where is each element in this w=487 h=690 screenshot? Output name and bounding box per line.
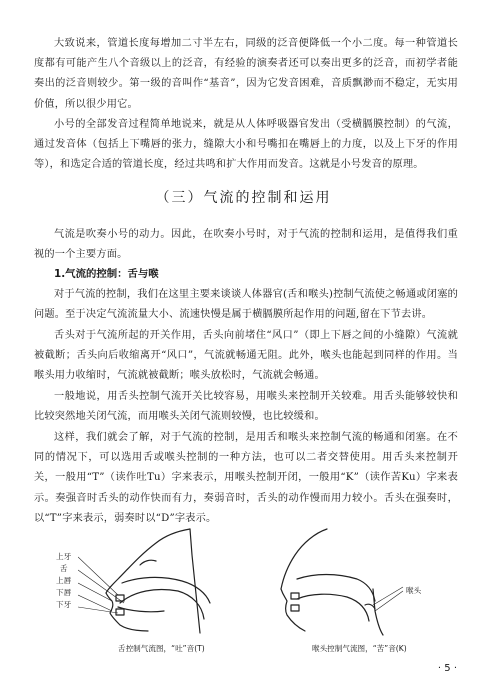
- throat-right: [373, 589, 383, 635]
- label-upper-teeth: 上牙: [56, 552, 72, 561]
- tongue-outline: [120, 590, 204, 620]
- throat-back: [190, 529, 200, 633]
- throat-control-diagram: [275, 525, 415, 637]
- caption-tongue-diagram: 舌控制气流图，“吐”音(T): [118, 644, 205, 653]
- palate-right: [297, 575, 375, 602]
- paragraph-pipe-length: 大致说来，管道长度每增加二寸半左右，同级的泛音便降低一个小二度。每一种管道长度都有可能产生八个音级以上的泛音，有经验的演奏者还可以奏出更多的泛音，而初学者能奏出的泛音则较少。第一级的音叫作“基音”，因为它发音困难，音质飘渺而不稳定，无实用价值，所以很少用它。: [34, 38, 458, 110]
- lips-chin-right: [281, 589, 305, 631]
- label-upper-lip: 上唇: [56, 576, 72, 585]
- paragraph-intro: 气流是吹奏小号的动力。因此，在吹奏小号时，对于气流的控制和运用，是值得我们重视的一个主要方面。: [34, 229, 458, 261]
- paragraph-comparison: 一般地说，用舌头控制气流开关比较容易，用喉头来控制开关较难。用舌头能够较快和比较突然地关闭气流，而用喉头关闭气流则较慢，也比较缓和。: [34, 391, 458, 423]
- nasal-detail: [140, 560, 156, 565]
- tongue-control-diagram: [78, 525, 238, 637]
- label-lower-lip: 下唇: [56, 588, 72, 597]
- subheading: 1.气流的控制：舌与喉: [54, 268, 159, 280]
- nose-profile-right: [281, 529, 327, 589]
- caption-throat-diagram: 喉头控制气流图，“苦”音(K): [312, 644, 407, 653]
- lower-teeth: [116, 609, 124, 615]
- label-larynx: 喉头: [406, 586, 422, 595]
- lower-teeth-right: [291, 605, 299, 611]
- section-title: （三）气流的控制和运用: [155, 190, 332, 206]
- label-lower-teeth: 下牙: [56, 600, 72, 609]
- page-number: · 5 ·: [437, 663, 457, 674]
- paragraph-airflow-control: 对于气流的控制，我们在这里主要来谈谈人体器官(舌和喉头)控制气流使之畅通或闭塞的问题。至于决定气流流量大小、流速快慢是属于横膈膜所起作用的问题,留在下节去讲。: [34, 289, 458, 321]
- paragraph-summary: 这样，我们就会了解，对于气流的控制，是用舌和喉头来控制气流的畅通和闭塞。在不同的情况下，可以选用舌或喉头控制的一种方法，也可以二者交替使用。用舌头来控制开关，一般用“T”（读作吐Tu）字来表示，用喉头控制开闭，一般用“K”（读作苦Ku）字来表示。奏强音时舌头的动作快而有力，奏弱音时，舌头的动作慢而用力较小。舌头在强奏时，以“T”字来表示，弱奏时以“D”字表示。: [34, 432, 458, 524]
- paragraph-tongue-throat: 舌头对于气流所起的开关作用，舌头向前堵住“风口”（即上下唇之间的小缝隙）气流就被截断；舌头向后收缩离开“风口”，气流就畅通无阻。此外，喉头也能起到同样的作用。当喉头用力收缩时，气流就被截断；喉头放松时，气流就会畅通。: [34, 330, 458, 382]
- paragraph-sound-principle: 小号的全部发音过程简单地说来，就是从人体呼吸器官发出（受横膈膜控制）的气流，通过发音体（包括上下嘴唇的张力，缝隙大小和号嘴扣在嘴唇上的力度，以及上下牙的作用等），和选定合适的管道长度，经过共鸣和扩大作用而发音。这就是小号发音的原理。: [34, 119, 458, 171]
- label-tongue: 舌: [60, 564, 68, 573]
- tongue-inner: [118, 607, 164, 612]
- tongue-right: [297, 594, 369, 621]
